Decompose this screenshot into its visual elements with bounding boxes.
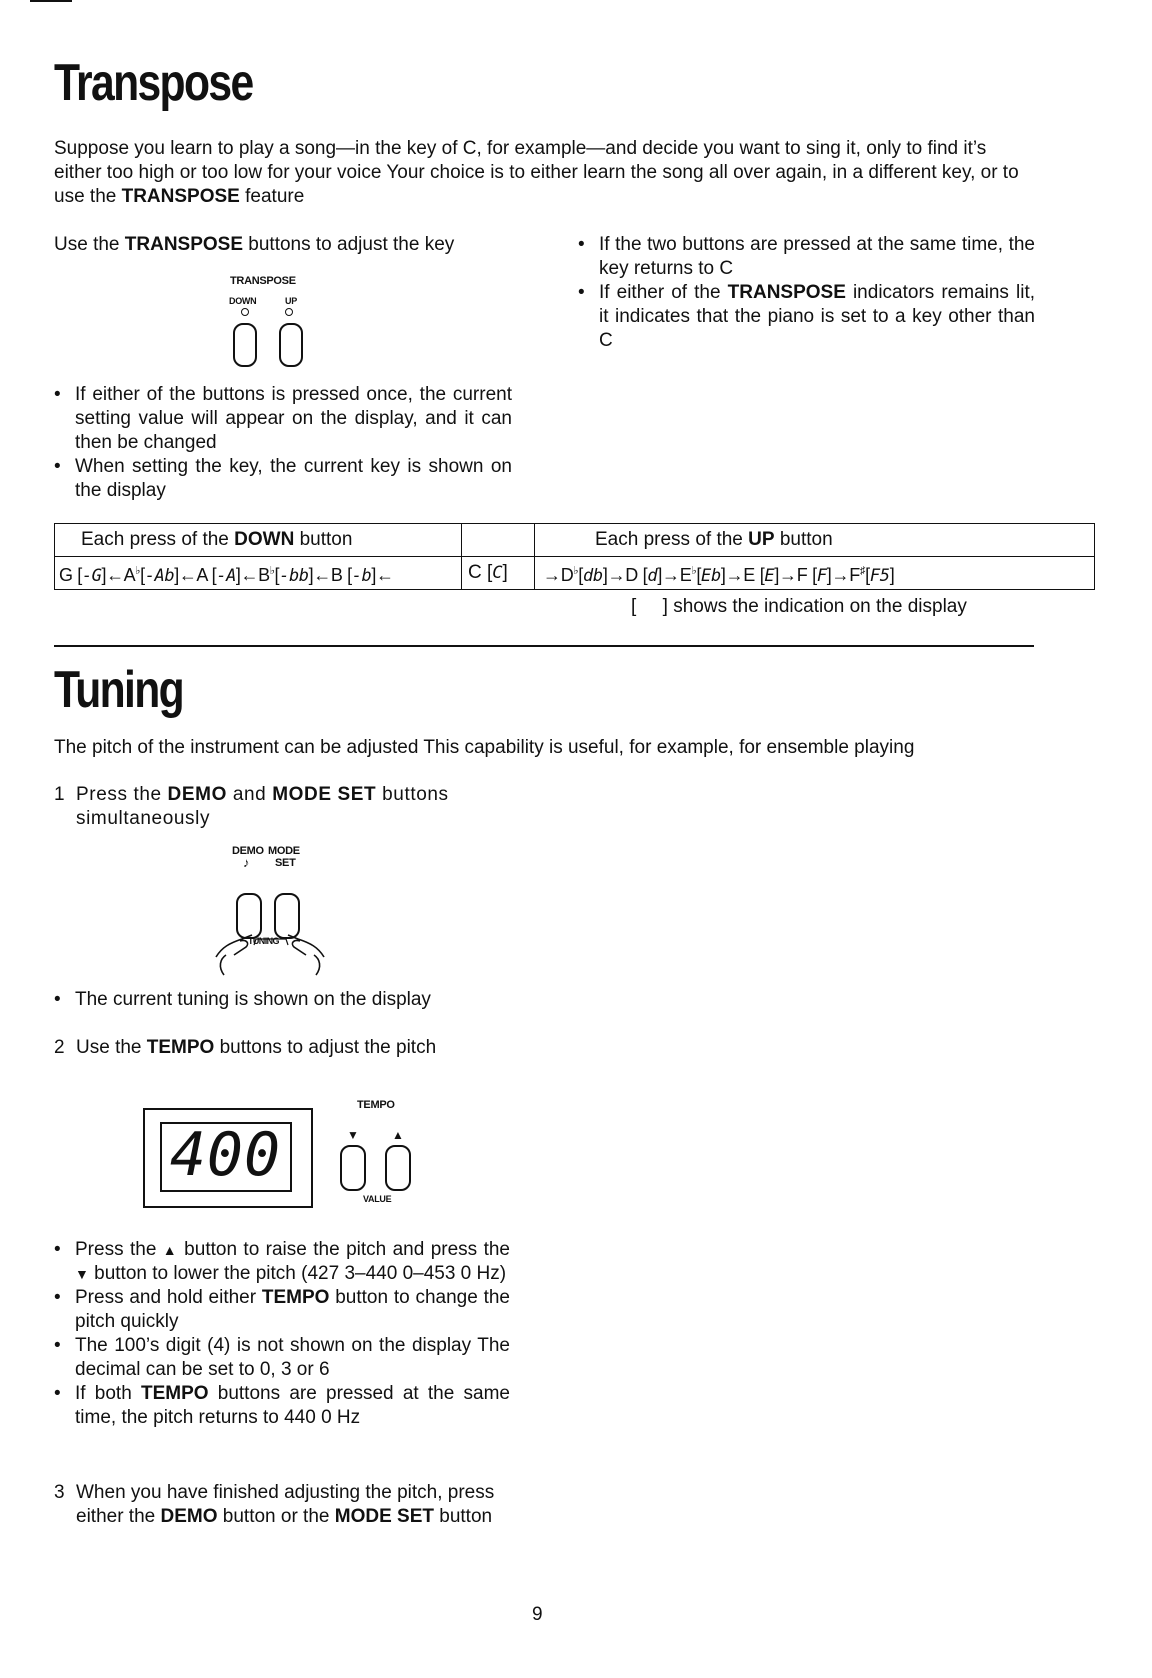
transpose-key-table — [54, 523, 1095, 590]
step-text: Press the DEMO and MODE SET buttons simultaneously — [76, 784, 449, 829]
list-item: • When setting the key, the current key is shown on the display — [54, 455, 512, 503]
tuning-step-3 — [54, 1481, 514, 1533]
tuning-step-1 — [54, 783, 514, 835]
transpose-down-indicator — [241, 308, 249, 316]
transpose-use-line: Use the TRANSPOSE buttons to adjust the key — [54, 234, 455, 255]
list-item: • If both TEMPO buttons are pressed at the same time, the pitch returns to 440 0 Hz — [54, 1382, 510, 1430]
step-number: 1 — [54, 784, 65, 805]
section-divider — [54, 645, 1034, 647]
value-label: VALUE — [363, 1194, 392, 1204]
tuning-bullet-current — [54, 988, 524, 1012]
tuning-bullets — [54, 1238, 510, 1430]
tempo-down-button[interactable] — [340, 1145, 366, 1191]
list-item: • Press the ▲ button to raise the pitch and press the ▼ button to lower the pitch (427 3–440 0–453 0 Hz) — [54, 1238, 510, 1286]
table-note: [ ] shows the indication on the display — [631, 596, 967, 617]
list-item: • If either of the TRANSPOSE indicators remains lit, it indicates that the piano is set to a key other than C — [578, 281, 1035, 353]
page-top-rule — [30, 0, 72, 2]
mode-label: MODE — [268, 845, 300, 857]
center-header-cell — [462, 524, 535, 557]
up-header-cell: Each press of the UP button — [535, 524, 1095, 557]
page-number: 9 — [532, 1604, 543, 1625]
transpose-up-indicator — [285, 308, 293, 316]
tuning-title: Tuning — [54, 661, 184, 719]
list-item: • The current tuning is shown on the display — [54, 988, 524, 1012]
transpose-title: Transpose — [54, 54, 253, 112]
transpose-left-bullets — [54, 383, 512, 503]
tempo-up-arrow-icon: ▲ — [392, 1128, 404, 1142]
step-text: Use the TEMPO buttons to adjust the pitch — [76, 1037, 437, 1058]
down-header-cell: Each press of the DOWN button — [55, 524, 462, 557]
note-icon: ♪ — [243, 855, 250, 870]
set-label: SET — [275, 857, 296, 869]
list-item: • If either of the buttons is pressed once, the current setting value will appear on the display, and it can then be changed — [54, 383, 512, 455]
demo-label: DEMO — [232, 845, 264, 857]
list-item: • Press and hold either TEMPO button to change the pitch quickly — [54, 1286, 510, 1334]
step-number: 2 — [54, 1037, 65, 1058]
transpose-right-bullets — [578, 233, 1035, 353]
tuning-label: TUNING — [248, 936, 279, 946]
tempo-up-button[interactable] — [385, 1145, 411, 1191]
transpose-intro: Suppose you learn to play a song—in the key of C, for example—and decide you want to sing it, only to find it’s either too high or too low for your voice Your choice is to either learn the song all over again, in a different key, or to use the TRANSPOSE feature — [54, 138, 1019, 207]
center-key-cell: C [C] — [462, 557, 535, 590]
transpose-panel-label: TRANSPOSE — [230, 275, 296, 287]
tuning-step-2 — [54, 1036, 514, 1062]
transpose-down-button[interactable] — [233, 323, 257, 367]
list-item: • The 100’s digit (4) is not shown on the display The decimal can be set to 0, 3 or 6 — [54, 1334, 510, 1382]
table-row — [55, 524, 1095, 557]
tempo-label: TEMPO — [357, 1099, 395, 1111]
display-value: 400 — [169, 1120, 282, 1190]
transpose-up-button[interactable] — [279, 323, 303, 367]
step-text: When you have finished adjusting the pitch, press either the DEMO button or the MODE SET button — [76, 1482, 495, 1527]
tempo-down-arrow-icon: ▼ — [347, 1128, 359, 1142]
transpose-up-label: UP — [285, 296, 297, 306]
tuning-intro: The pitch of the instrument can be adjusted This capability is useful, for example, for ensemble playing — [54, 737, 915, 758]
down-sequence-cell: G [-G]←A♭[-Ab]←A [-A]←B♭[-bb]←B [-b]← — [55, 557, 462, 590]
step-number: 3 — [54, 1482, 65, 1503]
transpose-down-label: DOWN — [229, 296, 257, 306]
list-item: • If the two buttons are pressed at the same time, the key returns to C — [578, 233, 1035, 281]
table-row — [55, 557, 1095, 590]
up-sequence-cell: →D♭[db]→D [d]→E♭[Eb]→E [E]→F [F]→F♯[F5] — [535, 557, 1095, 590]
